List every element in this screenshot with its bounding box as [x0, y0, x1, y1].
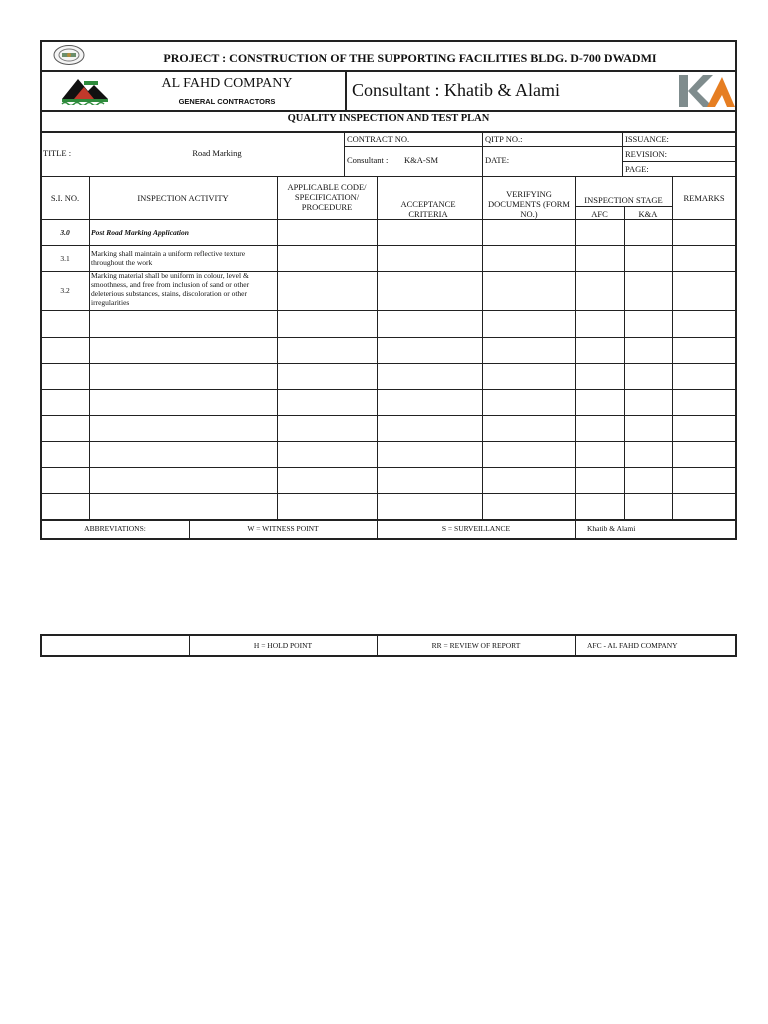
- company-subtitle: GENERAL CONTRACTORS: [178, 97, 276, 106]
- grid-line: [41, 363, 736, 364]
- document-title: QUALITY INSPECTION AND TEST PLAN: [287, 113, 490, 124]
- grid-line: [41, 337, 736, 338]
- divider: [41, 110, 736, 112]
- contract-no-label: CONTRACT NO.: [347, 134, 410, 144]
- consultant-title: Consultant : Khatib & Alami: [352, 80, 560, 100]
- grid-line: [41, 245, 736, 246]
- consultant-ref-value: K&A-SM: [404, 155, 439, 165]
- grid-line: [41, 519, 736, 521]
- grid-line: [41, 441, 736, 442]
- table-row-activity: Marking shall maintain a uniform reflective texture throughout the work: [91, 249, 246, 267]
- abbrev-review-of-report: RR = REVIEW OF REPORT: [431, 641, 521, 650]
- divider: [41, 70, 736, 72]
- ka-logo-icon: [677, 73, 737, 109]
- consultant-ref-label: Consultant :: [347, 155, 389, 165]
- issuance-label: ISSUANCE:: [625, 134, 669, 144]
- grid-line: [575, 519, 576, 540]
- divider: [41, 176, 736, 177]
- abbrev-hold-point: H = HOLD POINT: [253, 641, 313, 650]
- grid-line: [41, 467, 736, 468]
- abbreviations-label: ABBREVIATIONS:: [84, 524, 146, 533]
- divider: [482, 131, 483, 176]
- col-stage: INSPECTION STAGE: [584, 195, 663, 205]
- col-sl-no: S.I. NO.: [50, 193, 80, 203]
- grid-line: [41, 310, 736, 311]
- divider: [622, 146, 736, 147]
- divider: [345, 70, 347, 110]
- divider: [41, 219, 736, 220]
- col-criteria: ACCEPTANCE CRITERIA: [400, 199, 456, 219]
- col-docs: VERIFYING DOCUMENTS (FORM NO.): [488, 189, 570, 219]
- col-activity: INSPECTION ACTIVITY: [137, 193, 229, 203]
- government-seal-icon: [52, 44, 86, 66]
- al-fahd-logo-icon: [60, 75, 110, 105]
- divider: [482, 146, 622, 147]
- title-label: TITLE :: [43, 148, 72, 158]
- project-title: PROJECT : CONSTRUCTION OF THE SUPPORTING FACILITIES BLDG. D-700 DWADMI: [163, 51, 657, 65]
- page-label: PAGE:: [625, 164, 649, 174]
- grid-line: [575, 635, 576, 656]
- table-row-no: 3.0: [60, 228, 70, 237]
- col-afc: AFC: [591, 209, 608, 219]
- divider: [344, 131, 345, 176]
- date-label: DATE:: [485, 155, 510, 165]
- revision-label: REVISION:: [625, 149, 668, 159]
- grid-line: [41, 493, 736, 494]
- company-name: AL FAHD COMPANY: [161, 76, 293, 91]
- abbrev-surveillance: S = SURVEILLANCE: [441, 524, 511, 533]
- title-value: Road Marking: [192, 148, 242, 158]
- divider: [622, 161, 736, 162]
- abbrev-witness-point: W = WITNESS POINT: [247, 524, 319, 533]
- divider: [622, 131, 623, 176]
- divider: [344, 146, 482, 147]
- col-code: APPLICABLE CODE/ SPECIFICATION/ PROCEDURE: [287, 182, 367, 212]
- table-row-no: 3.1: [60, 254, 70, 263]
- grid-line: [41, 389, 736, 390]
- col-ka: K&A: [638, 209, 658, 219]
- abbrev-al-fahd: AFC - AL FAHD COMPANY: [587, 641, 678, 650]
- divider: [41, 131, 736, 133]
- qitp-no-label: QITP NO.:: [485, 134, 523, 144]
- abbrev-consultant: Khatib & Alami: [587, 524, 636, 533]
- table-row-activity: Marking material shall be uniform in colour, level & smoothness, and free from inclusion of sand or other deleterious substances, stains, discoloration or other irregularities: [91, 271, 250, 307]
- table-row-activity: Post Road Marking Application: [91, 228, 189, 237]
- grid-line: [41, 415, 736, 416]
- table-row-no: 3.2: [60, 286, 70, 295]
- col-remarks: REMARKS: [683, 193, 725, 203]
